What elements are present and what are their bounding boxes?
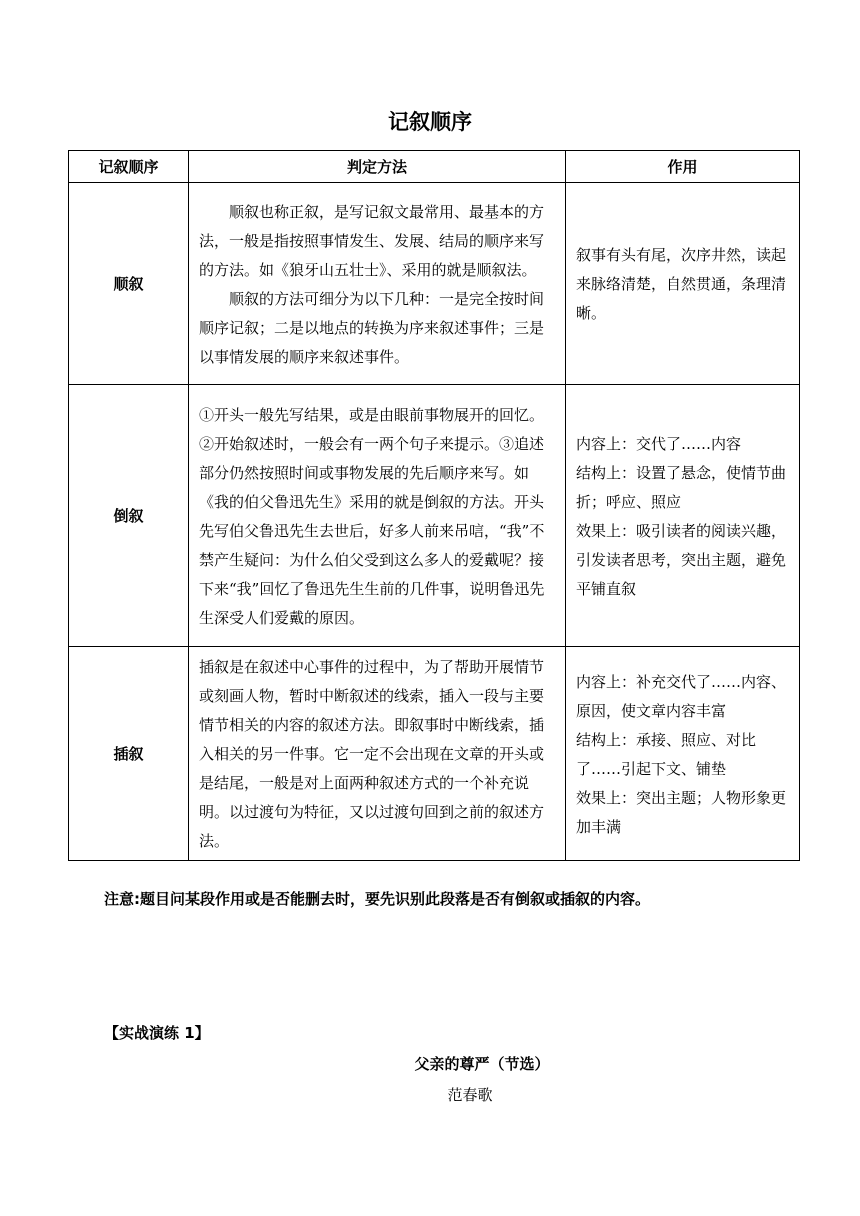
table-row: [69, 183, 800, 385]
page-title: 记叙顺序: [388, 110, 472, 134]
method-paragraph: ①开头一般先写结果，或是由眼前事物展开的回忆。②开始叙述时，一般会有一两个句子来提示。③追述部分仍然按照时间或事物发展的先后顺序来写。如《我的伯父鲁迅先生》采用的就是倒叙的方法。开头先写伯父鲁迅先生去世后，好多人前来吊唁，“我”不禁产生疑问：为什么伯父受到这么多人的爱戴呢？接下来“我”回忆了鲁迅先生生前的几件事，说明鲁迅先生深受人们爱戴的原因。: [199, 405, 545, 627]
method-cell: [189, 647, 566, 861]
narrative-order-table: [68, 150, 800, 861]
table-header-row: [69, 151, 800, 183]
order-name: 顺叙: [69, 183, 189, 385]
effect-line: 效果上：突出主题；人物形象更加丰满: [576, 788, 787, 836]
order-name: 倒叙: [69, 385, 189, 647]
article-title: 父亲的尊严（节选）: [414, 1055, 550, 1073]
method-paragraph: 顺叙也称正叙，是写记叙文最常用、最基本的方法，一般是指按照事情发生、发展、结局的顺序来写的方法。如《狼牙山五壮士》、采用的就是顺叙法。: [199, 202, 545, 279]
exercise-label: 【实战演练 1】: [104, 1024, 210, 1042]
column-header-order: 记叙顺序: [69, 151, 189, 183]
effect-line: 叙事有头有尾，次序井然，读起来脉络清楚，自然贯通，条理清晰。: [576, 246, 787, 322]
order-name: 插叙: [69, 647, 189, 861]
effect-line: 内容上：交代了……内容: [576, 434, 742, 453]
method-cell: [189, 183, 566, 385]
effect-line: 内容上：补充交代了……内容、原因，使文章内容丰富: [576, 672, 787, 720]
effect-line: 结构上：设置了悬念，使情节曲折；呼应、照应: [576, 463, 787, 511]
method-paragraph: 插叙是在叙述中心事件的过程中，为了帮助开展情节或刻画人物，暂时中断叙述的线索，插入一段与主要情节相关的内容的叙述方法。即叙事时中断线索，插入相关的另一件事。它一定不会出现在文章的开头或是结尾，一般是对上面两种叙述方式的一个补充说明。以过渡句为特征，又以过渡句回到之前的叙述方法。: [199, 658, 545, 850]
article-author: 范春歌: [447, 1086, 493, 1104]
effect-cell: [566, 183, 800, 385]
column-header-method: 判定方法: [189, 151, 566, 183]
effect-cell: [566, 647, 800, 861]
effect-cell: [566, 385, 800, 647]
method-cell: [189, 385, 566, 647]
table-row: [69, 385, 800, 647]
table-row: [69, 647, 800, 861]
method-paragraph: 顺叙的方法可细分为以下几种：一是完全按时间顺序记叙；二是以地点的转换为序来叙述事件；三是以事情发展的顺序来叙述事件。: [199, 289, 545, 366]
effect-line: 效果上：吸引读者的阅读兴趣，引发读者思考，突出主题，避免平铺直叙: [576, 521, 787, 598]
effect-line: 结构上：承接、照应、对比了……引起下文、铺垫: [576, 730, 757, 778]
column-header-effect: 作用: [566, 151, 800, 183]
note-text: 注意:题目问某段作用或是否能删去时，要先识别此段落是否有倒叙或插叙的内容。: [104, 890, 651, 908]
